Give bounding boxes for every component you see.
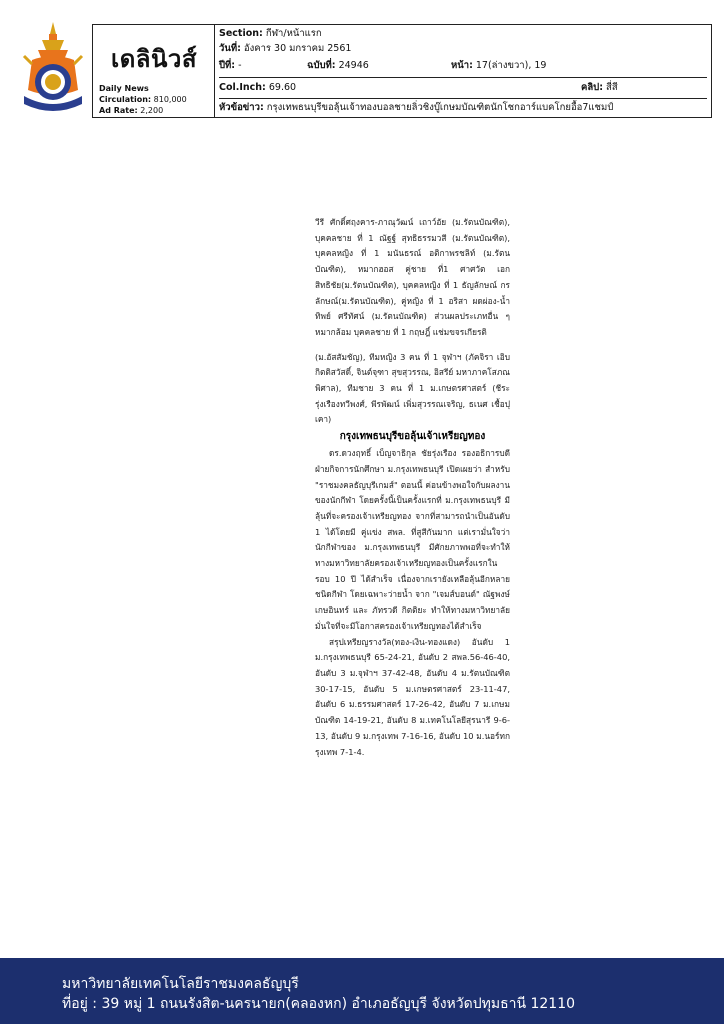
- news-article: [315, 215, 510, 760]
- clipping-info-box: [92, 24, 712, 118]
- newspaper-english-name: Daily News: [99, 84, 149, 93]
- section-row: Section: กีฬา/หน้าแรก: [219, 28, 322, 39]
- university-name: มหาวิทยาลัยเทคโนโลยีราชมงคลธัญบุรี: [62, 976, 299, 992]
- clipping-header: [18, 20, 712, 120]
- clipping-fields: [219, 25, 707, 117]
- article-paragraph-1: วีรี ศักดิ์ศฤงคาร-ภาณุวัฒน์ เถาว์อัย (ม.รัตนบัณฑิต), บุคคลชาย ที่ 1 ณัฐฐ์ สุทธิธรรมวสี (ม.รัตนบัณฑิต), บุคคลหญิง ที่ 1 มนันธรณ์ อติกาพรชลิท์ (ม.รัตนบัณฑิต), หมากฮอส คู่ชาย ที่1 ศาศวัต เอกสิทธิชัย(ม.รัตนบัณฑิต), บุคคลหญิง ที่ 1 ธัญลักษณ์ กรลักษณ์(ม.รัตนบัณฑิต), คู่หญิง ที่ 1 อริสา ผดผ่อง-น้ำทิพย์ ศรีทัศน์ (ม.รัตนบัณฑิต) ส่วนผลประเภทอื่น ๆ หมากล้อม บุคคลชาย ที่ 1 กฤษฎิ์ แช่มขจรเกียรติ: [315, 217, 510, 337]
- date-row: วันที่: อังคาร 30 มกราคม 2561: [219, 43, 352, 54]
- newspaper-column: [93, 25, 215, 117]
- university-address: ที่อยู่ : 39 หมู่ 1 ถนนรังสิต-นครนายก(คลองหก) อำเภอธัญบุรี จังหวัดปทุมธานี 12110: [62, 996, 576, 1012]
- issue-row: ปีที่: - ฉบับที่: 24946 หน้า: 17(ล่างขวา), 19: [219, 60, 547, 71]
- article-subheading: กรุงเทพธนบุรีขอลุ้นเจ้าเหรียญทอง: [339, 431, 486, 443]
- divider: [219, 98, 707, 99]
- newspaper-name: เดลินิวส์: [110, 45, 198, 73]
- headline-row: หัวข้อข่าว: กรุงเทพธนบุรีขอลุ้นเจ้าทองบอลชายลิ่วชิงบู๊เกษมบัณฑิตนักโชกอาร์แบคโกยอื้อ7แชมป์: [219, 102, 614, 113]
- university-footer: [0, 958, 724, 1024]
- ad-rate: Ad Rate: 2,200: [99, 106, 164, 115]
- newspaper-meta: [99, 83, 187, 116]
- colinch-row: Col.Inch: 69.60 คลิป: สี่สี: [219, 82, 618, 93]
- university-seal-logo: [18, 20, 88, 118]
- article-paragraph-4: สรุปเหรียญรางวัล(ทอง-เงิน-ทองแดง) อันดับ 1 ม.กรุงเทพธนบุรี 65-24-21, อันดับ 2 สพล.56-46-40, อันดับ 3 ม.จุฬาฯ 37-42-48, อันดับ 4 ม.รัตนบัณฑิต 30-17-15, อันดับ 5 ม.เกษตรศาสตร์ 23-11-47, อันดับ 6 ม.ธรรมศาสตร์ 17-26-42, อันดับ 7 ม.เกษมบัณฑิต 14-19-21, อันดับ 8 ม.เทคโนโลยีสุรนารี 9-6-13, อันดับ 9 ม.กรุงเทพ 7-16-16, อันดับ 10 ม.นอร์ทกรุงเทพ 7-1-4.: [315, 636, 510, 757]
- article-paragraph-2: (ม.อัสสัมชัญ), ทีมหญิง 3 คน ที่ 1 จุฬาฯ (ภัคจิรา เอิบกิตติสวัสดิ์, จินต์จุฑา สุขสุวรรณ, อิสรีย์ มหาภาคโสภณพิศาล), ทีมชาย 3 คน ที่ 1 ม.เกษตรศาสตร์ (ชีระ รุ่งเรืองทวีพงศ์, พีรพัฒน์ เพิ่มสุวรรณเจริญ, ธเนศ เชื้อปุเคา): [315, 351, 510, 425]
- divider: [219, 77, 707, 78]
- article-paragraph-3: ดร.ดวงฤทธิ์ เบ็ญจาธิกุล ชัยรุ่งเรือง รองอธิการบดีฝ่ายกิจการนักศึกษา ม.กรุงเทพธนบุรี เปิดเผยว่า สำหรับ "ราชมงคลธัญบุรีเกมส์" ตอนนี้ ค่อนข้างพอใจกับผลงานของนักกีฬา โดยครั้งนี้เป็นครั้งแรกที่ ม.กรุงเทพธนบุรี มีลุ้นที่จะครองเจ้าเหรียญทอง จากที่สามารถนำเป็นอันดับ 1 ได้โดยมี คู่แข่ง สพล. ที่สูสีกันมาก แต่เรามั่นใจว่านักกีฬาของ ม.กรุงเทพธนบุรี มีศักยภาพพอที่จะทำให้ทางมหาวิทยาลัยครองเจ้าเหรียญทองเป็นครั้งแรกในรอบ 10 ปี ได้สำเร็จ เนื่องจากเรายังเหลือลุ้นอีกหลายชนิดกีฬา โดยเฉพาะว่ายน้ำ จาก "เจมส์บอนด์" ณัฐพงษ์ เกษอินทร์ และ ภัทรวดี กิตติยะ ทำให้ทางมหาวิทยาลัยมั่นใจที่จะมีโอกาสครองเจ้าเหรียญทองได้สำเร็จ: [315, 448, 510, 631]
- circulation: Circulation: 810,000: [99, 95, 187, 104]
